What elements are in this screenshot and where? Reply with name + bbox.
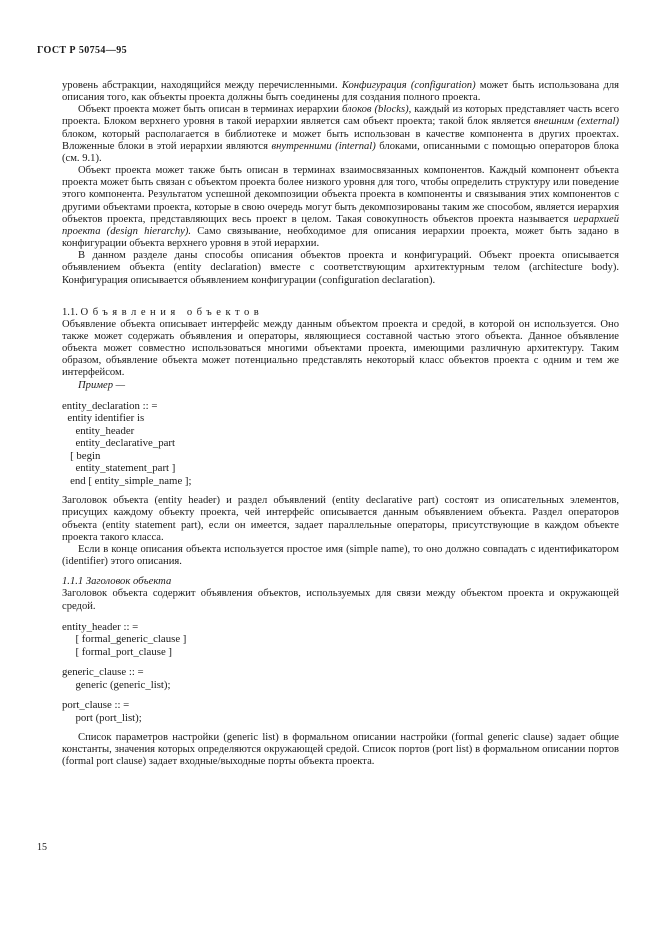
code-line: entity_declaration :: = bbox=[62, 399, 158, 412]
code-line: entity_header bbox=[62, 424, 135, 437]
code-line: port_clause :: = bbox=[62, 699, 130, 712]
section-1-1-1-heading: 1.1.1 Заголовок объекта bbox=[62, 576, 172, 588]
term-internal: внутренними (internal) bbox=[271, 140, 376, 152]
code-line: [ formal_port_clause ] bbox=[62, 645, 173, 658]
code-line: end [ entity_simple_name ]; bbox=[62, 474, 192, 487]
paragraph-8: Заголовок объекта содержит объявления объектов, используемых для связи между объектом проекта и окружающей средой. bbox=[62, 588, 619, 612]
code-line: entity_statement_part ] bbox=[62, 462, 176, 475]
paragraph-4: В данном разделе даны способы описания объектов проекта и конфигураций. Объект проекта описывается объявлением объекта (entity declaration) вместе с соответствующим архитектурным телом (architecture body). Конфигурация описывается объявлением конфигурации (configuration declaration). bbox=[62, 250, 619, 286]
code-line: [ formal_generic_clause ] bbox=[62, 633, 187, 646]
code-line: port (port_list); bbox=[62, 711, 142, 724]
paragraph-2: Объект проекта может быть описан в терминах иерархии блоков (blocks), каждый из которых представляет часть всего проекта. Блоком верхнего уровня в такой иерархии является сам объект проекта; такой блок является внешним (external) блоком, который располагается в библиотеке и может быть использован в качестве компонента в других проектах. Вложенные блоки в этой иерархии являются внутренними (internal) блоками, описанными с помощью операторов блока (см. 9.1). bbox=[62, 104, 620, 164]
paragraph-7: Если в конце описания объекта используется простое имя (simple name), то оно должно совпадать с идентификатором (identifier) этого описания. bbox=[62, 543, 619, 568]
paragraph-5: Объявление объекта описывает интерфейс между данным объектом проекта и средой, в которой он используется. Оно также может содержать объявления и операторы, являющиеся составной частью этого объекта. Данное объявление объекта может совместно использоваться многими объектами проекта, имеющими различную архитектуру. Таким образом, объявление объекта может потенциально представлять некоторый класс объектов проекта с одним и тем же интерфейсом. bbox=[62, 318, 619, 379]
code-line: [ begin bbox=[62, 449, 101, 462]
term-design-hierarchy: иерархией проекта (design hierarchy). bbox=[62, 213, 619, 237]
paragraph-6: Заголовок объекта (entity header) и раздел объявлений (entity declarative part) состоят из описательных элементов, присущих каждому объекту проекта, чей интерфейс описывается данным объявлением объекта. Раздел операторов объекта (entity statement part), если он имеется, задает параллельные операторы, присутствующие в каждом объекте проекта такого класса. bbox=[62, 495, 619, 543]
section-1-1-heading: 1.1. Объявления объектов bbox=[62, 306, 264, 318]
code-line: generic (generic_list); bbox=[62, 678, 171, 691]
paragraph-9: Список параметров настройки (generic list) в формальном описании настройки (formal generic clause) задает общие константы, значения которых определяются окружающей средой. Список портов (port list) в формальном описании портов (formal port clause) задает входные/выходные порты объекта проекта. bbox=[62, 732, 619, 768]
code-line: generic_clause :: = bbox=[62, 666, 144, 679]
paragraph-1: уровень абстракции, находящийся между перечисленными. Конфигурация (configuration) может быть использована для описания того, как объекты проекта должны быть соединены для создания полного проекта. bbox=[62, 80, 619, 104]
term-external: внешним (external) bbox=[533, 116, 620, 128]
paragraph-3: Объект проекта может также быть описан в терминах взаимосвязанных компонентов. Каждый компонент объекта проекта может быть связан с объектом проекта более низкого уровня для того, чтобы определить структуру или поведение этого компонента. Результатом успешной декомпозиции объекта проекта в компоненты и связывания этих компонентов с другими объектами проекта, которые в свою очередь могут быть декомпозированы таким же способом, является иерархия объектов проекта, представляющих весь проект в целом. Такая совокупность объектов проекта называется иерархией проекта (design hierarchy). Само связывание, необходимое для описания иерархии проекта, может быть задано в конфигурации объекта верхнего уровня в этой иерархии. bbox=[62, 165, 620, 250]
code-port-clause bbox=[62, 699, 619, 724]
code-line: entity identifier is bbox=[62, 412, 145, 425]
example-label: Пример — bbox=[78, 379, 126, 391]
code-entity-header bbox=[62, 621, 619, 659]
code-entity-declaration bbox=[62, 400, 619, 488]
term-configuration: Конфигурация (configuration) bbox=[341, 80, 476, 91]
code-line: entity_header :: = bbox=[62, 620, 139, 633]
code-line: entity_declarative_part bbox=[62, 437, 176, 450]
document-body bbox=[62, 80, 619, 769]
page-number: 15 bbox=[37, 842, 47, 853]
code-generic-clause bbox=[62, 666, 619, 691]
page-header: ГОСТ Р 50754—95 bbox=[37, 45, 128, 56]
term-blocks: блоков (blocks) bbox=[341, 104, 409, 116]
